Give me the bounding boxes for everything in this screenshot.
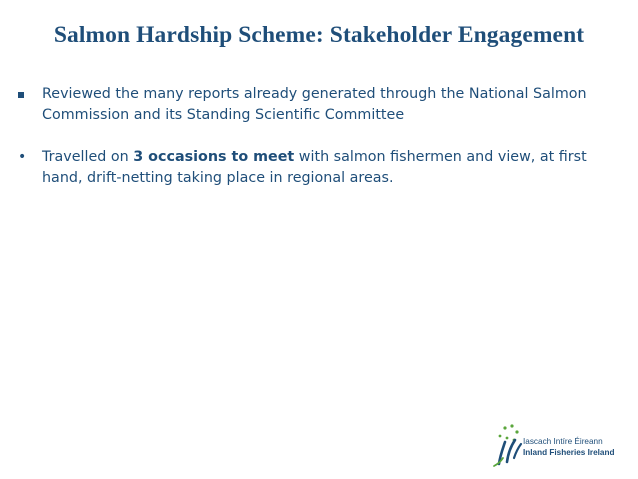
bullet-item bbox=[16, 84, 616, 126]
bullet-list bbox=[16, 84, 616, 210]
bullet-item bbox=[16, 147, 616, 189]
ifi-logo bbox=[490, 418, 630, 472]
slide-title: Salmon Hardship Scheme: Stakeholder Engagement bbox=[53, 22, 585, 48]
bullet-text: Reviewed the many reports already generated through the National Salmon Commission and its Standing Scientific Committee bbox=[42, 86, 587, 123]
bullet-text-bold: 3 occasions to meet bbox=[133, 149, 295, 165]
square-bullet-icon bbox=[16, 84, 34, 105]
bullet-text-start: Travelled on bbox=[42, 149, 134, 165]
logo-text bbox=[523, 436, 614, 458]
logo-text-irish: Iascach Intíre Éireann bbox=[523, 437, 603, 446]
logo-text-english: Inland Fisheries Ireland bbox=[523, 448, 615, 457]
dot-bullet-icon: • bbox=[18, 149, 27, 165]
bullet-text-end: with salmon fishermen and view, at first hand, drift-netting taking place in regional areas. bbox=[42, 149, 587, 186]
ifi-logo-mark-icon bbox=[490, 418, 524, 472]
